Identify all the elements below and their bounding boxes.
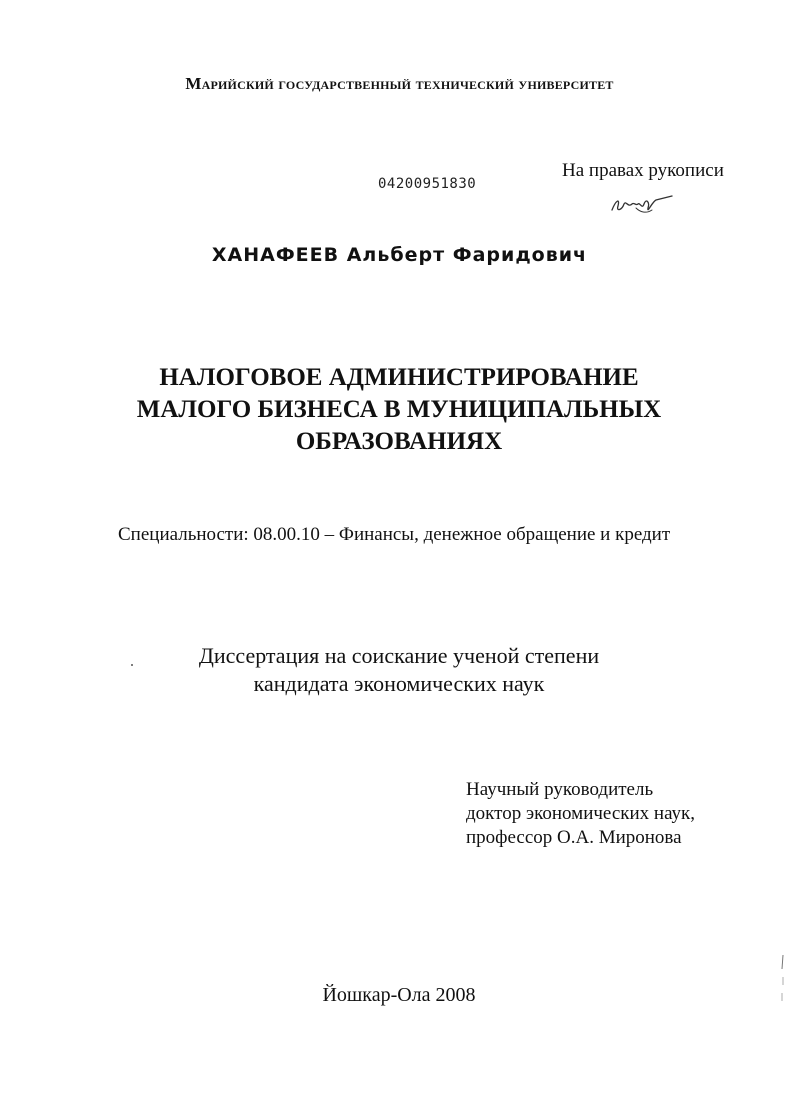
- author-name: ХАНАФЕЕВ Альберт Фаридович: [211, 244, 588, 266]
- document-number: 04200951830: [378, 176, 477, 192]
- degree-line-2: кандидата экономических наук: [253, 671, 545, 696]
- title-line-1: НАЛОГОВОЕ АДМИНИСТРИРОВАНИЕ: [159, 364, 639, 391]
- supervisor-line-1: Научный руководитель: [466, 779, 654, 800]
- dissertation-degree: [0, 642, 799, 698]
- supervisor-line-2: доктор экономических наук,: [466, 803, 696, 824]
- signature-icon: [606, 190, 676, 220]
- dissertation-title: [0, 362, 799, 458]
- supervisor-line-3: профессор О.А. Миронова: [466, 827, 682, 848]
- university-name: Марийский государственный технический университет: [185, 74, 614, 93]
- scan-edge-marks: [780, 955, 786, 1005]
- title-line-2: МАЛОГО БИЗНЕСА В МУНИЦИПАЛЬНЫХ: [136, 396, 662, 423]
- degree-line-1: Диссертация на соискание ученой степени: [198, 643, 600, 668]
- rights-note: На правах рукописи: [562, 160, 724, 181]
- supervisor-block: [466, 778, 695, 850]
- city-year: Йошкар-Ола 2008: [322, 984, 476, 1006]
- specialty-line: Специальности: 08.00.10 – Финансы, денежное обращение и кредит: [118, 524, 671, 545]
- title-line-3: ОБРАЗОВАНИЯХ: [295, 428, 503, 455]
